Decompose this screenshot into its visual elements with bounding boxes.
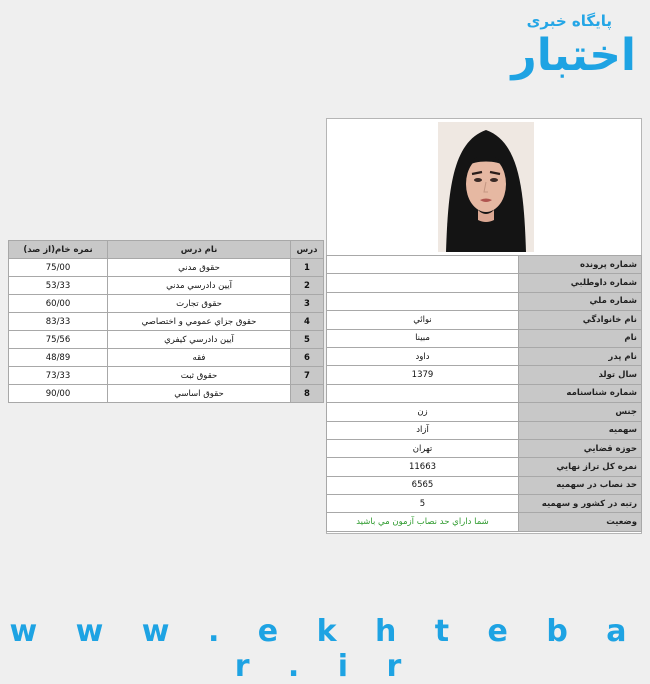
brand-name: اختبار [511,30,636,81]
website-url: w w w . e k h t e b a r . i r [9,614,641,684]
field-value [327,292,519,310]
course-number: 8 [291,385,324,403]
course-score: 60/00 [9,295,108,313]
brand-tagline: پایگاه خبری [526,12,612,30]
course-name: آيين دادرسي کيفري [108,331,291,349]
table-row [9,313,324,331]
field-label: سال تولد [519,366,642,384]
course-number: 3 [291,295,324,313]
course-score: 75/56 [9,331,108,349]
table-row [327,458,642,476]
courses-table [8,240,324,403]
candidate-photo [438,122,534,252]
course-number: 1 [291,259,324,277]
table-row [9,277,324,295]
field-label: نام پدر [519,347,642,365]
field-value: نوائي [327,311,519,329]
course-name: آيين دادرسي مدني [108,277,291,295]
table-row [9,367,324,385]
table-row [9,385,324,403]
table-row [327,366,642,384]
course-name: فقه [108,349,291,367]
field-value [327,256,519,274]
table-row [9,331,324,349]
table-row [327,421,642,439]
field-value: زن [327,403,519,421]
table-row [327,311,642,329]
table-row [327,495,642,513]
field-value: تهران [327,439,519,457]
field-label: نمره کل تراز نهايي [519,458,642,476]
course-number: 6 [291,349,324,367]
course-score: 83/33 [9,313,108,331]
course-number: 2 [291,277,324,295]
field-value: 5 [327,495,519,513]
course-number: 7 [291,367,324,385]
course-score: 73/33 [9,367,108,385]
table-row [327,347,642,365]
field-value: 6565 [327,476,519,494]
table-row [327,476,642,494]
field-label: شماره ملي [519,292,642,310]
field-label: حد نصاب در سهميه [519,476,642,494]
status-value: شما داراي حد نصاب آزمون مي باشيد [327,513,519,531]
table-row [327,403,642,421]
course-number: 4 [291,313,324,331]
table-row [327,439,642,457]
table-row [327,329,642,347]
field-label: رتبه در کشور و سهميه [519,495,642,513]
brand-logo [511,8,640,88]
course-name: حقوق جزاي عمومي و اختصاصي [108,313,291,331]
table-row [9,259,324,277]
course-score: 48/89 [9,349,108,367]
course-score: 53/33 [9,277,108,295]
field-label: وضعيت [519,513,642,531]
field-value [327,274,519,292]
field-value: 1379 [327,366,519,384]
field-label: شماره شناسنامه [519,384,642,402]
header-course-number: درس [291,241,324,259]
field-label: سهميه [519,421,642,439]
field-label: جنس [519,403,642,421]
table-row [9,349,324,367]
field-value: داود [327,347,519,365]
field-value: آزاد [327,421,519,439]
courses-header-row [9,241,324,259]
table-row [9,295,324,313]
course-name: حقوق ثبت [108,367,291,385]
field-value: 11663 [327,458,519,476]
table-row [327,292,642,310]
table-row [327,384,642,402]
header-course-name: نام درس [108,241,291,259]
candidate-info-table [326,255,642,532]
field-label: حوزه قضايي [519,439,642,457]
field-label: شماره پرونده [519,256,642,274]
course-number: 5 [291,331,324,349]
field-label: نام خانوادگي [519,311,642,329]
table-row [327,513,642,531]
header-raw-score: نمره خام(از صد) [9,241,108,259]
field-label: شماره داوطلبي [519,274,642,292]
course-name: حقوق اساسي [108,385,291,403]
course-name: حقوق مدني [108,259,291,277]
table-row [327,256,642,274]
portrait-image [438,122,534,252]
field-label: نام [519,329,642,347]
course-name: حقوق تجارت [108,295,291,313]
field-value [327,384,519,402]
field-value: مبينا [327,329,519,347]
course-score: 75/00 [9,259,108,277]
course-score: 90/00 [9,385,108,403]
table-row [327,274,642,292]
